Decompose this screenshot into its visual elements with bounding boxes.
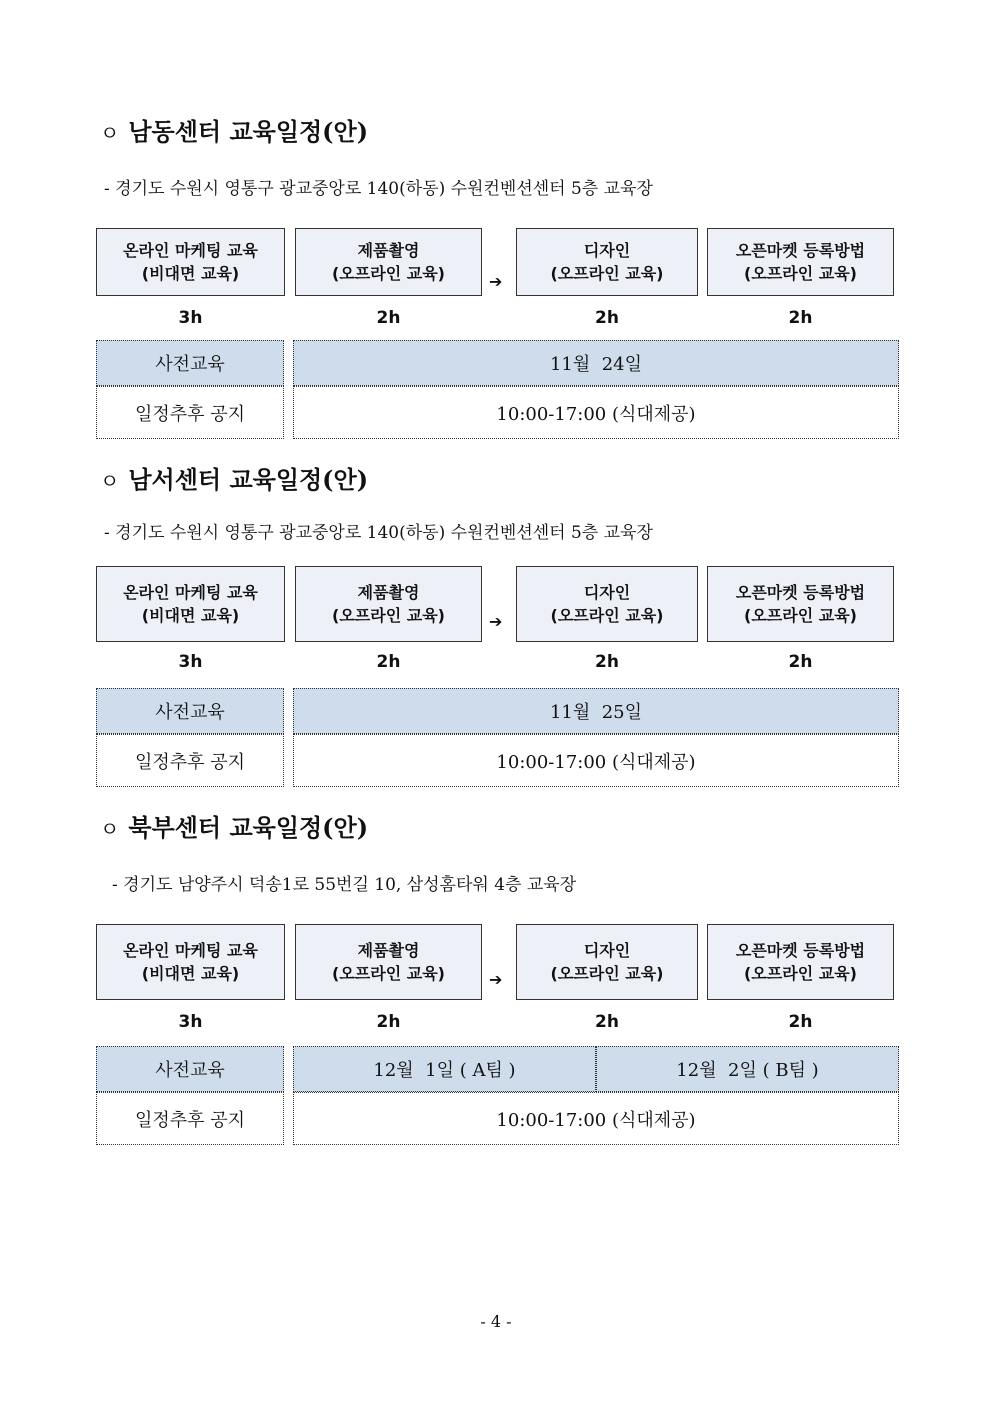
table-header-date-team-b: 12월 2일 ( B팀 ) [596, 1046, 899, 1092]
arrow-right-icon: ➔ [489, 612, 503, 631]
step-label: 디자인 [583, 941, 631, 960]
schedule-table [96, 1046, 899, 1145]
step-sublabel: (오프라인 교육) [332, 606, 445, 625]
step-duration: 2h [595, 652, 619, 672]
address: - 경기도 수원시 영통구 광교중앙로 140(하동) 수원컨벤션센터 5층 교육장 [104, 179, 653, 199]
step-box-design [516, 228, 698, 296]
section-title-text: 남동센터 교육일정(안) [128, 117, 369, 146]
table-cell-notice: 일정추후 공지 [96, 386, 284, 439]
step-duration: 2h [788, 652, 813, 672]
step-label: 제품촬영 [357, 241, 420, 260]
step-box-product-photo [295, 924, 482, 1000]
section-namdong [0, 112, 992, 442]
step-label: 온라인 마케팅 교육 [123, 941, 258, 960]
step-label: 온라인 마케팅 교육 [123, 241, 258, 260]
step-box-product-photo [295, 228, 482, 296]
page-number: - 4 - [480, 1312, 512, 1331]
section-namseo [0, 460, 992, 790]
table-header-pre-education: 사전교육 [96, 688, 284, 734]
step-label: 오픈마켓 등록방법 [735, 941, 866, 960]
step-duration: 2h [376, 308, 401, 328]
table-header-date-team-a: 12월 1일 ( A팀 ) [293, 1046, 596, 1092]
step-sublabel: (비대면 교육) [141, 606, 240, 625]
step-sublabel: (오프라인 교육) [744, 606, 857, 625]
step-label: 오픈마켓 등록방법 [735, 583, 866, 602]
table-header-date: 11월 25일 [293, 688, 899, 734]
section-title [100, 112, 368, 147]
step-label: 디자인 [583, 583, 631, 602]
step-label: 제품촬영 [357, 583, 420, 602]
step-label: 제품촬영 [357, 941, 420, 960]
step-sublabel: (오프라인 교육) [744, 964, 857, 983]
step-sublabel: (오프라인 교육) [332, 264, 445, 283]
step-sublabel: (오프라인 교육) [332, 964, 445, 983]
step-sublabel: (비대면 교육) [141, 264, 240, 283]
address: - 경기도 수원시 영통구 광교중앙로 140(하동) 수원컨벤션센터 5층 교육장 [104, 523, 653, 543]
table-cell-notice: 일정추후 공지 [96, 734, 284, 787]
table-header-date: 11월 24일 [293, 340, 899, 386]
bullet-icon: ㅇ [100, 121, 120, 145]
step-box-openmarket [707, 566, 894, 642]
table-cell-time: 10:00-17:00 (식대제공) [293, 386, 899, 439]
step-duration: 3h [178, 308, 203, 328]
step-box-product-photo [295, 566, 482, 642]
section-title-text: 남서센터 교육일정(안) [128, 465, 369, 494]
step-duration: 2h [595, 1012, 619, 1032]
step-sublabel: (오프라인 교육) [744, 264, 857, 283]
step-sublabel: (오프라인 교육) [550, 606, 664, 625]
table-header-pre-education: 사전교육 [96, 340, 284, 386]
step-label: 디자인 [583, 241, 631, 260]
step-box-online-marketing [96, 566, 285, 642]
step-sublabel: (오프라인 교육) [550, 264, 664, 283]
table-cell-time: 10:00-17:00 (식대제공) [293, 1092, 899, 1145]
step-box-openmarket [707, 228, 894, 296]
section-bukbu [0, 808, 992, 1138]
step-duration: 2h [595, 308, 619, 328]
arrow-right-icon: ➔ [489, 272, 503, 291]
step-sublabel: (비대면 교육) [141, 964, 240, 983]
step-duration: 3h [178, 652, 203, 672]
table-cell-time: 10:00-17:00 (식대제공) [293, 734, 899, 787]
step-label: 온라인 마케팅 교육 [123, 583, 258, 602]
step-box-openmarket [707, 924, 894, 1000]
schedule-table [96, 688, 899, 787]
table-header-pre-education: 사전교육 [96, 1046, 284, 1092]
step-duration: 2h [376, 1012, 401, 1032]
step-duration: 3h [178, 1012, 203, 1032]
step-duration: 2h [788, 308, 813, 328]
step-box-online-marketing [96, 924, 285, 1000]
step-label: 오픈마켓 등록방법 [735, 241, 866, 260]
bullet-icon: ㅇ [100, 469, 120, 493]
section-title-text: 북부센터 교육일정(안) [128, 813, 369, 842]
step-duration: 2h [788, 1012, 813, 1032]
step-sublabel: (오프라인 교육) [550, 964, 664, 983]
address: - 경기도 남양주시 덕송1로 55번길 10, 삼성홈타워 4층 교육장 [112, 875, 577, 895]
arrow-right-icon: ➔ [489, 970, 503, 989]
step-box-design [516, 924, 698, 1000]
bullet-icon: ㅇ [100, 817, 120, 841]
step-box-design [516, 566, 698, 642]
step-duration: 2h [376, 652, 401, 672]
step-box-online-marketing [96, 228, 285, 296]
section-title [100, 808, 368, 843]
section-title [100, 460, 368, 495]
schedule-table [96, 340, 899, 439]
table-cell-notice: 일정추후 공지 [96, 1092, 284, 1145]
